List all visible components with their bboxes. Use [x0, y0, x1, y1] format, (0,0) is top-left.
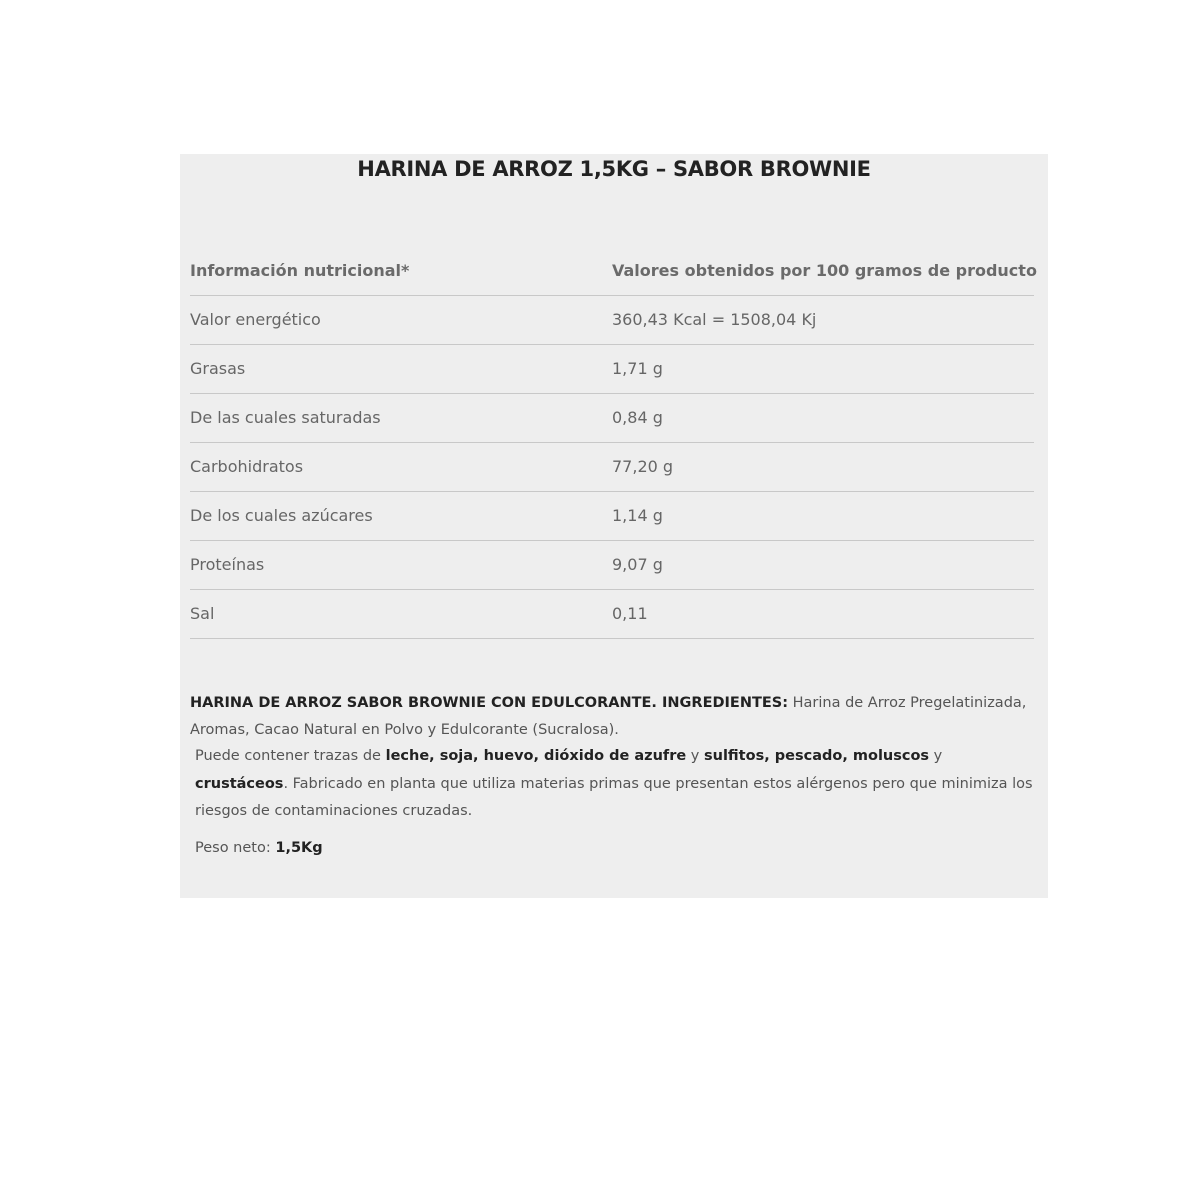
nutrition-header-value: Valores obtenidos por 100 gramos de producto	[612, 261, 1037, 280]
nutrition-value: 360,43 Kcal = 1508,04 Kj	[612, 310, 817, 329]
product-info-panel	[180, 154, 1048, 898]
nutrition-row-salt	[190, 590, 1034, 639]
nutrition-value: 1,71 g	[612, 359, 663, 378]
nutrition-label: Grasas	[190, 359, 246, 378]
allergens-text: Puede contener trazas de	[195, 748, 386, 764]
allergens-text: . Fabricado en planta que utiliza materias primas que presentan estos alérgenos pero que minimiza los riesgos de contaminaciones cruzadas.	[195, 775, 1033, 819]
nutrition-label: Proteínas	[190, 555, 265, 574]
allergens-text: y	[929, 748, 943, 764]
nutrition-label: De las cuales saturadas	[190, 408, 381, 427]
allergens-bold: sulfitos, pescado, moluscos	[704, 748, 930, 764]
ingredients-text: Harina de Arroz Pregelatinizada, Aromas, Cacao Natural en Polvo y Edulcorante (Sucralosa).	[190, 695, 1027, 738]
nutrition-value: 9,07 g	[612, 555, 663, 574]
product-title: HARINA DE ARROZ 1,5KG – SABOR BROWNIE	[357, 157, 871, 181]
allergens-text: y	[686, 748, 704, 764]
nutrition-row-energy	[190, 296, 1034, 345]
nutrition-value: 0,84 g	[612, 408, 663, 427]
nutrition-row-fat	[190, 345, 1034, 394]
allergens-paragraph	[195, 743, 1035, 826]
ingredients-paragraph	[190, 690, 1040, 744]
nutrition-value: 1,14 g	[612, 506, 663, 525]
allergens-bold: crustáceos	[195, 775, 284, 792]
nutrition-row-sugars	[190, 492, 1034, 541]
net-weight-value: 1,5Kg	[275, 840, 323, 856]
nutrition-row-protein	[190, 541, 1034, 590]
net-weight	[195, 835, 323, 862]
nutrition-row-carbs	[190, 443, 1034, 492]
nutrition-table	[190, 247, 1037, 639]
nutrition-row-saturated	[190, 394, 1034, 443]
nutrition-header-row	[190, 247, 1037, 296]
nutrition-value: 77,20 g	[612, 457, 674, 476]
nutrition-label: Carbohidratos	[190, 457, 304, 476]
allergens-bold: leche, soja, huevo, dióxido de azufre	[385, 748, 687, 764]
nutrition-label: De los cuales azúcares	[190, 506, 373, 525]
net-weight-label: Peso neto:	[195, 840, 276, 856]
nutrition-label: Sal	[190, 604, 215, 623]
nutrition-value: 0,11	[612, 604, 648, 623]
ingredients-heading: HARINA DE ARROZ SABOR BROWNIE CON EDULCORANTE. INGREDIENTES:	[190, 695, 788, 711]
nutrition-header-label: Información nutricional*	[190, 261, 410, 280]
nutrition-label: Valor energético	[190, 310, 321, 329]
